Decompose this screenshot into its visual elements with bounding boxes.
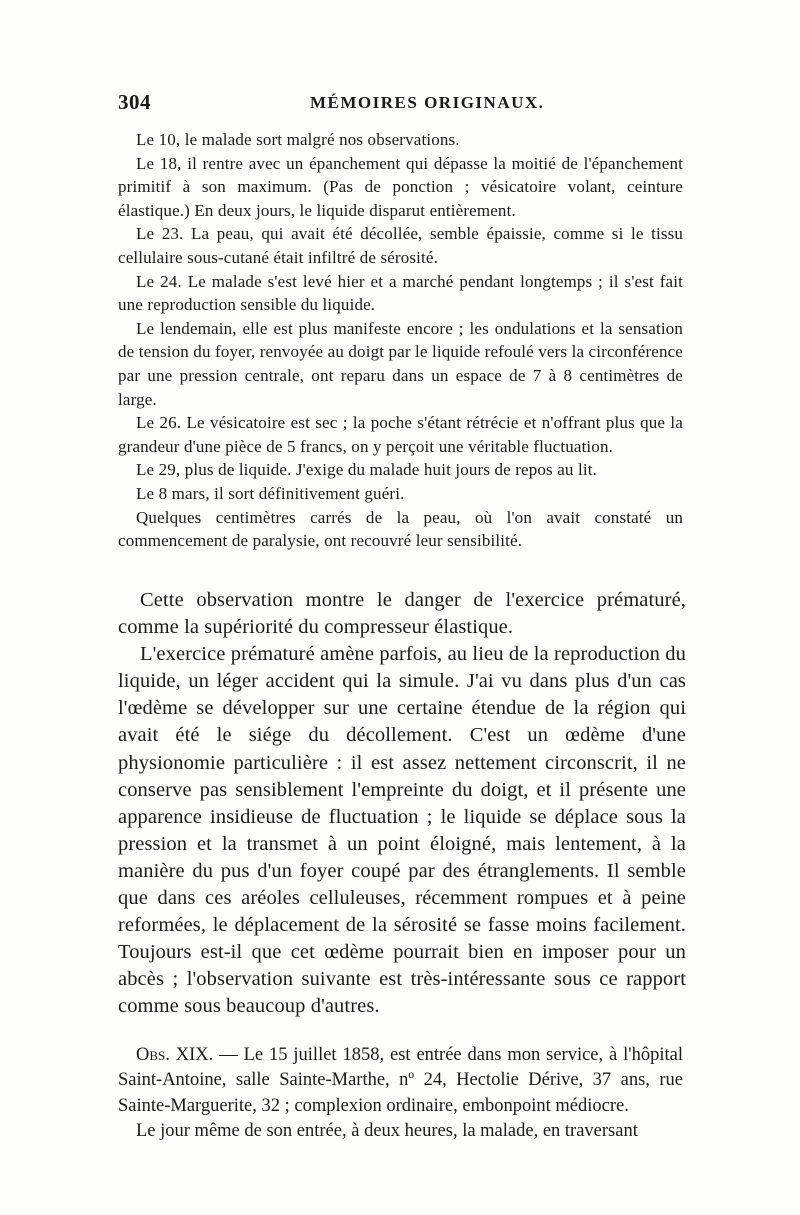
discussion-paragraph: Cette observation montre le danger de l'exercice prématuré, comme la supériorité du compresseur élastique. <box>118 589 686 639</box>
page-number: 304 <box>118 90 151 114</box>
running-title: MÉMOIRES ORIGINAUX. <box>310 93 545 112</box>
case-note-paragraph: Le 18, il rentre avec un épanchement qui dépasse la moitié de l'épanchement primitif à son maximum. (Pas de ponction ; vésicatoire volant, ceinture élastique.) En deux jours, le liquide disparut entièrement. <box>118 153 683 220</box>
case-note-paragraph: Le 24. Le malade s'est levé hier et a marché pendant longtemps ; il s'est fait une reproduction sensible du liquide. <box>118 271 683 315</box>
case-note-paragraph: Quelques centimètres carrés de la peau, où l'on avait constaté un commencement de paralysie, ont recouvré leur sensibilité. <box>118 507 683 551</box>
case-note-paragraph: Le 8 mars, il sort définitivement guéri. <box>136 483 405 503</box>
observation-paragraph <box>118 1043 683 1119</box>
case-note-paragraph: Le 29, plus de liquide. J'exige du malade huit jours de repos au lit. <box>136 460 597 480</box>
case-notes <box>118 128 683 553</box>
page-header <box>118 90 683 120</box>
observation-section <box>118 1043 683 1145</box>
case-note-paragraph: Le 26. Le vésicatoire est sec ; la poche s'étant rétrécie et n'offrant plus que la grandeur d'une pièce de 5 francs, on y perçoit une véritable fluctuation. <box>118 413 683 456</box>
discussion-text <box>118 587 686 1021</box>
observation-text: — Le 15 juillet 1858, est entrée dans mon service, à l'hôpital Saint-Antoine, salle Sainte-Marthe, nº 24, Hectolie Dérive, 37 ans, rue Sainte-Marguerite, 32 ; complexion ordinaire, embonpoint médiocre. <box>118 1045 683 1116</box>
discussion-paragraph: L'exercice prématuré amène parfois, au lieu de la reproduction du liquide, un léger accident qui la simule. J'ai vu dans plus d'un cas l'œdème se développer sur une certaine étendue de la région qui avait été le siége du décollement. C'est un œdème d'une physionomie particulière : il est assez nettement circonscrit, il ne conserve pas sensiblement l'empreinte du doigt, et il présente une apparence insidieuse de fluctuation ; le liquide se déplace sous la pression et la transmet à un point éloigné, mais lentement, à la manière du pus d'un foyer coupé par des étranglements. Il semble que dans ces aréoles celluleuses, récemment rompues et à peine reformées, le déplacement de la sérosité se fasse moins facilement. Toujours est-il que cet œdème pourrait bien en imposer pour un abcès ; l'observation suivante est très-intéressante sous ce rapport comme sous beaucoup d'autres. <box>118 643 686 1018</box>
case-note-paragraph: Le lendemain, elle est plus manifeste encore ; les ondulations et la sensation de tension du foyer, renvoyée au doigt par le liquide refoulé vers la circonférence par une pression centrale, ont reparu dans un espace de 7 à 8 centimètres de large. <box>118 318 683 409</box>
case-note-paragraph: Le 10, le malade sort malgré nos observations. <box>136 130 460 149</box>
case-note-paragraph: Le 23. La peau, qui avait été décollée, semble épaissie, comme si le tissu cellulaire sous-cutané était infiltré de sérosité. <box>118 224 683 267</box>
observation-label: Obs. XIX. <box>136 1045 214 1065</box>
observation-paragraph: Le jour même de son entrée, à deux heures, la malade, en traversant <box>136 1121 638 1142</box>
